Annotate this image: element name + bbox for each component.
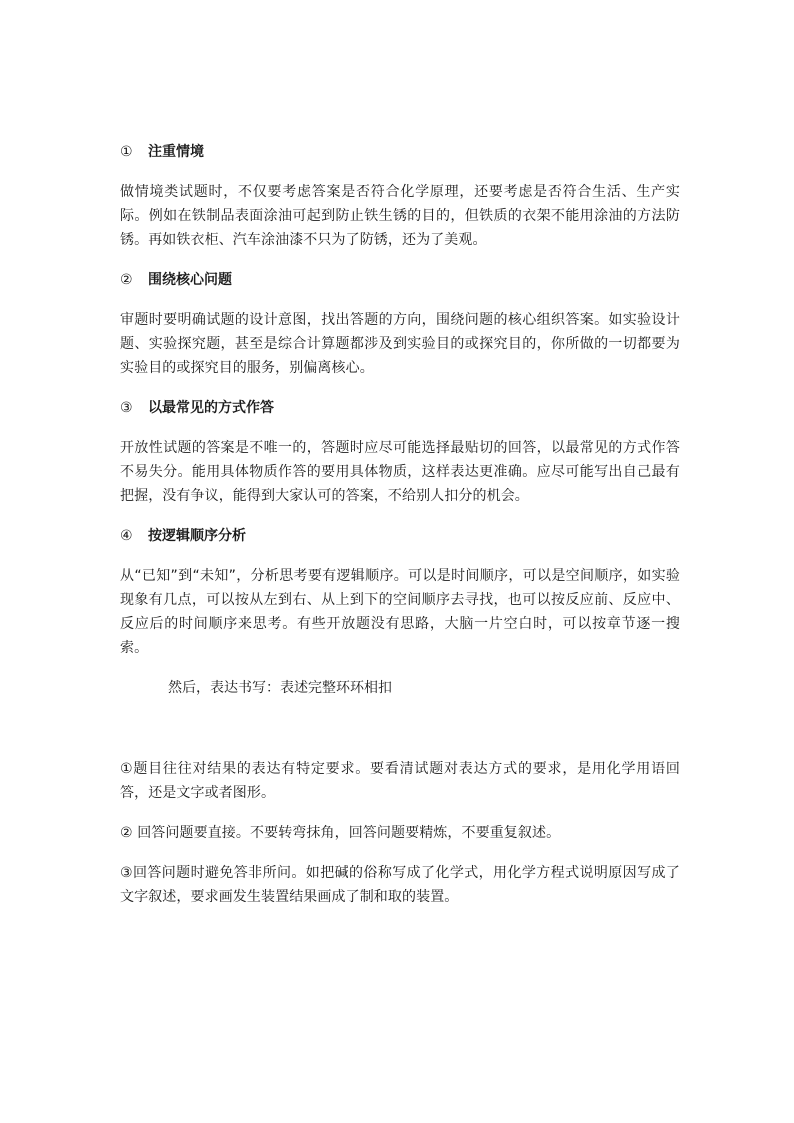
section-heading	[120, 524, 680, 548]
point-paragraph: ② 回答问题要直接。不要转弯抹角，回答问题要精炼，不要重复叙述。	[120, 825, 561, 841]
section-title: 围绕核心问题	[148, 272, 232, 288]
section-number: ③	[120, 400, 133, 416]
document-body	[120, 140, 680, 925]
section-paragraph: 从“已知”到“未知”，分析思考要有逻辑顺序。可以是时间顺序，可以是空间顺序，如实验现象有几点，可以按从左到右、从上到下的空间顺序去寻找，也可以按反应前、反应中、反应后的时间顺序来思考。有些开放题没有思路，大脑一片空白时，可以按章节逐一搜索。	[120, 568, 680, 656]
spacer	[120, 700, 680, 757]
section-number: ②	[120, 272, 133, 288]
section-number: ①	[120, 144, 133, 160]
section-heading	[120, 268, 680, 292]
section-title: 按逻辑顺序分析	[148, 528, 246, 544]
section-paragraph: 开放性试题的答案是不唯一的，答题时应尽可能选择最贴切的回答，以最常见的方式作答不易失分。能用具体物质作答的要用具体物质，这样表达更准确。应尽可能写出自己最有把握，没有争议，能得到大家认可的答案，不给别人扣分的机会。	[120, 440, 680, 504]
section-title: 以最常见的方式作答	[148, 400, 274, 416]
section-number: ④	[120, 528, 133, 544]
section-heading	[120, 396, 680, 420]
point-paragraph: ③回答问题时避免答非所问。如把碱的俗称写成了化学式，用化学方程式说明原因写成了文字叙述，要求画发生装置结果画成了制和取的装置。	[120, 865, 680, 905]
point-paragraph: ①题目往往对结果的表达有特定要求。要看清试题对表达方式的要求，是用化学用语回答，还是文字或者图形。	[120, 761, 680, 801]
section-paragraph: 做情境类试题时，不仅要考虑答案是否符合化学原理，还要考虑是否符合生活、生产实际。例如在铁制品表面涂油可起到防止铁生锈的目的，但铁质的衣架不能用涂油的方法防锈。再如铁衣柜、汽车涂油漆不只为了防锈，还为了美观。	[120, 184, 680, 248]
section-title: 注重情境	[148, 144, 204, 160]
section-paragraph: 审题时要明确试题的设计意图，找出答题的方向，围绕问题的核心组织答案。如实验设计题、实验探究题，甚至是综合计算题都涉及到实验目的或探究目的，你所做的一切都要为实验目的或探究目的服务，别偏离核心。	[120, 312, 680, 376]
subheading: 然后，表达书写：表述完整环环相扣	[168, 680, 392, 696]
section-heading	[120, 140, 680, 164]
